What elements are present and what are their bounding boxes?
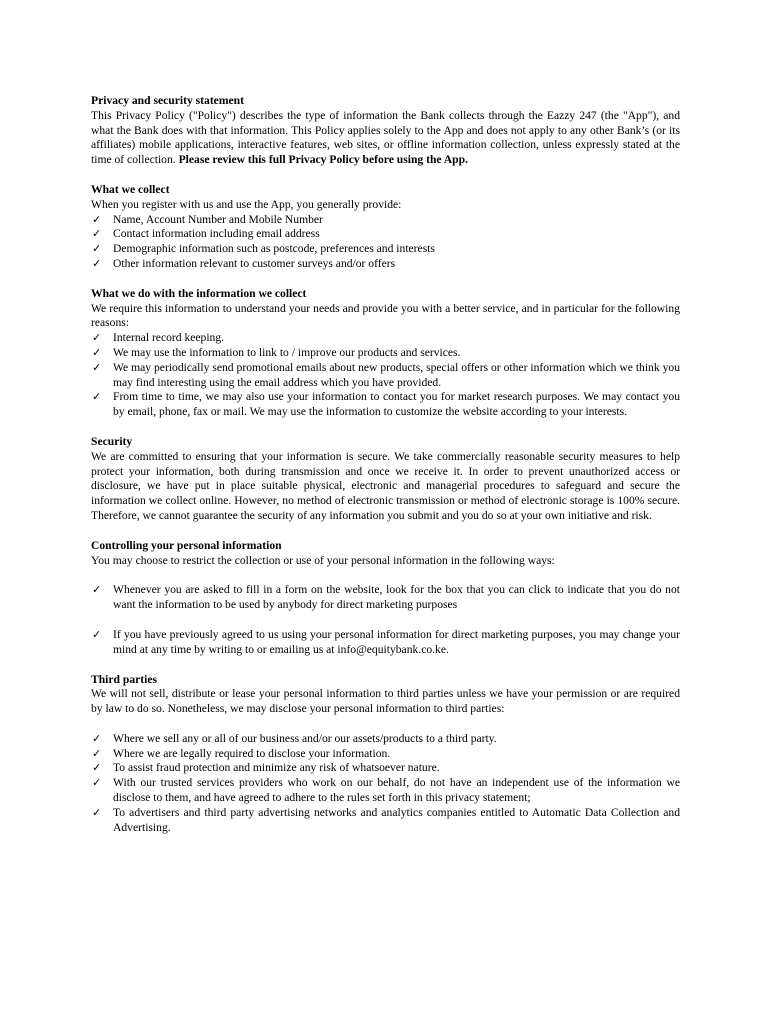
list-item (91, 361, 680, 391)
control-section (91, 539, 680, 658)
list-item (91, 806, 680, 836)
list-item (91, 583, 680, 613)
security-body: We are committed to ensuring that your information is secure. We take commercially reasonable security measures to help protect your information, both during transmission and once we receive it. In order to prevent unauthorized access or disclosure, we have put in place suitable physical, electronic and managerial procedures to safeguard and secure the information we collect online. However, no method of electronic transmission or method of electronic storage is 100% secure. Therefore, we cannot guarantee the security of any information you submit and you do so at your own initiative and risk. (91, 449, 680, 522)
checkmark-icon: ✓ (92, 390, 102, 404)
list-item-text: If you have previously agreed to us using your personal information for direct marketing purposes, you may change your mind at any time by writing to or emailing us at info@equitybank.co.ke. (113, 627, 680, 656)
control-lead: You may choose to restrict the collection or use of your personal information in the following ways: (91, 553, 555, 567)
checkmark-icon: ✓ (92, 242, 102, 256)
list-item-text: Other information relevant to customer surveys and/or offers (113, 256, 396, 270)
section-heading-third: Third parties (91, 672, 158, 686)
collect-list (91, 213, 680, 272)
section-heading-use: What we do with the information we collect (91, 286, 307, 300)
list-item (91, 628, 680, 658)
checkmark-icon: ✓ (92, 256, 102, 270)
privacy-intro-bold: Please review this full Privacy Policy before using the App. (178, 153, 468, 167)
list-item (91, 213, 680, 228)
list-item-text: Internal record keeping. (113, 331, 225, 345)
third-list (91, 732, 680, 836)
checkmark-icon: ✓ (92, 583, 102, 597)
third-section (91, 673, 680, 836)
section-heading-collect: What we collect (91, 182, 170, 196)
list-item-text: Whenever you are asked to fill in a form on the website, look for the box that you can click to indicate that you do not want the information to be used by anybody for direct marketing purposes (113, 583, 680, 612)
checkmark-icon: ✓ (92, 360, 102, 374)
spacer (91, 717, 680, 732)
list-item-text: Where we sell any or all of our business and/or our assets/products to a third party. (113, 731, 497, 745)
list-item-text: Name, Account Number and Mobile Number (113, 212, 323, 226)
privacy-section (91, 94, 680, 168)
list-item (91, 747, 680, 762)
list-item (91, 732, 680, 747)
checkmark-icon: ✓ (92, 627, 102, 641)
list-item (91, 776, 680, 806)
list-item (91, 761, 680, 776)
checkmark-icon: ✓ (92, 227, 102, 241)
checkmark-icon: ✓ (92, 331, 102, 345)
list-item-text: We may use the information to link to / improve our products and services. (113, 345, 461, 359)
use-list (91, 331, 680, 420)
list-item-text: From time to time, we may also use your information to contact you for market research purposes. We may contact you by email, phone, fax or mail. We may use the information to customize the website according to your interests. (113, 390, 680, 419)
list-item-text: To advertisers and third party advertising networks and analytics companies entitled to Automatic Data Collection and Advertising. (113, 805, 680, 834)
list-item-text: Demographic information such as postcode, preferences and interests (113, 242, 435, 256)
list-item-text: Where we are legally required to disclose your information. (113, 746, 391, 760)
list-item (91, 257, 680, 272)
list-item-text: To assist fraud protection and minimize any risk of whatsoever nature. (113, 761, 440, 775)
list-item-text: Contact information including email address (113, 227, 320, 241)
checkmark-icon: ✓ (92, 776, 102, 790)
use-section (91, 287, 680, 420)
privacy-intro (91, 109, 680, 168)
checkmark-icon: ✓ (92, 345, 102, 359)
section-heading-security: Security (91, 434, 133, 448)
section-heading-control: Controlling your personal information (91, 538, 282, 552)
privacy-intro-text: This Privacy Policy ("Policy") describes the type of information the Bank collects through the Eazzy 247 (the "App"), and what the Bank does with that information. This Policy applies solely to the App and does not apply to any other Bank’s (or its affiliates) mobile applications, interactive features, web sites, or offline information collection, unless expressly stated at the time of collection. (91, 108, 680, 167)
list-item (91, 390, 680, 420)
list-item (91, 346, 680, 361)
checkmark-icon: ✓ (92, 746, 102, 760)
document-content (91, 94, 680, 850)
checkmark-icon: ✓ (92, 731, 102, 745)
list-item (91, 242, 680, 257)
checkmark-icon: ✓ (92, 212, 102, 226)
control-list (91, 628, 680, 658)
collect-section (91, 183, 680, 272)
spacer (91, 613, 680, 628)
collect-lead: When you register with us and use the App, you generally provide: (91, 197, 402, 211)
list-item-text: We may periodically send promotional emails about new products, special offers or other information which we think you may find interesting using the email address which you have provided. (113, 360, 680, 389)
list-item (91, 331, 680, 346)
checkmark-icon: ✓ (92, 805, 102, 819)
use-lead: We require this information to understand your needs and provide you with a better service, and in particular for the following reasons: (91, 301, 680, 330)
list-item-text: With our trusted services providers who work on our behalf, do not have an independent use of the information we disclose to them, and have agreed to adhere to the rules set forth in this privacy statement; (113, 776, 680, 805)
third-lead: We will not sell, distribute or lease your personal information to third parties unless we have your permission or are required by law to do so. Nonetheless, we may disclose your personal information to third parties: (91, 687, 680, 716)
list-item (91, 227, 680, 242)
checkmark-icon: ✓ (92, 761, 102, 775)
security-section (91, 435, 680, 524)
spacer (91, 568, 680, 583)
control-list (91, 583, 680, 613)
section-heading-privacy: Privacy and security statement (91, 94, 244, 107)
